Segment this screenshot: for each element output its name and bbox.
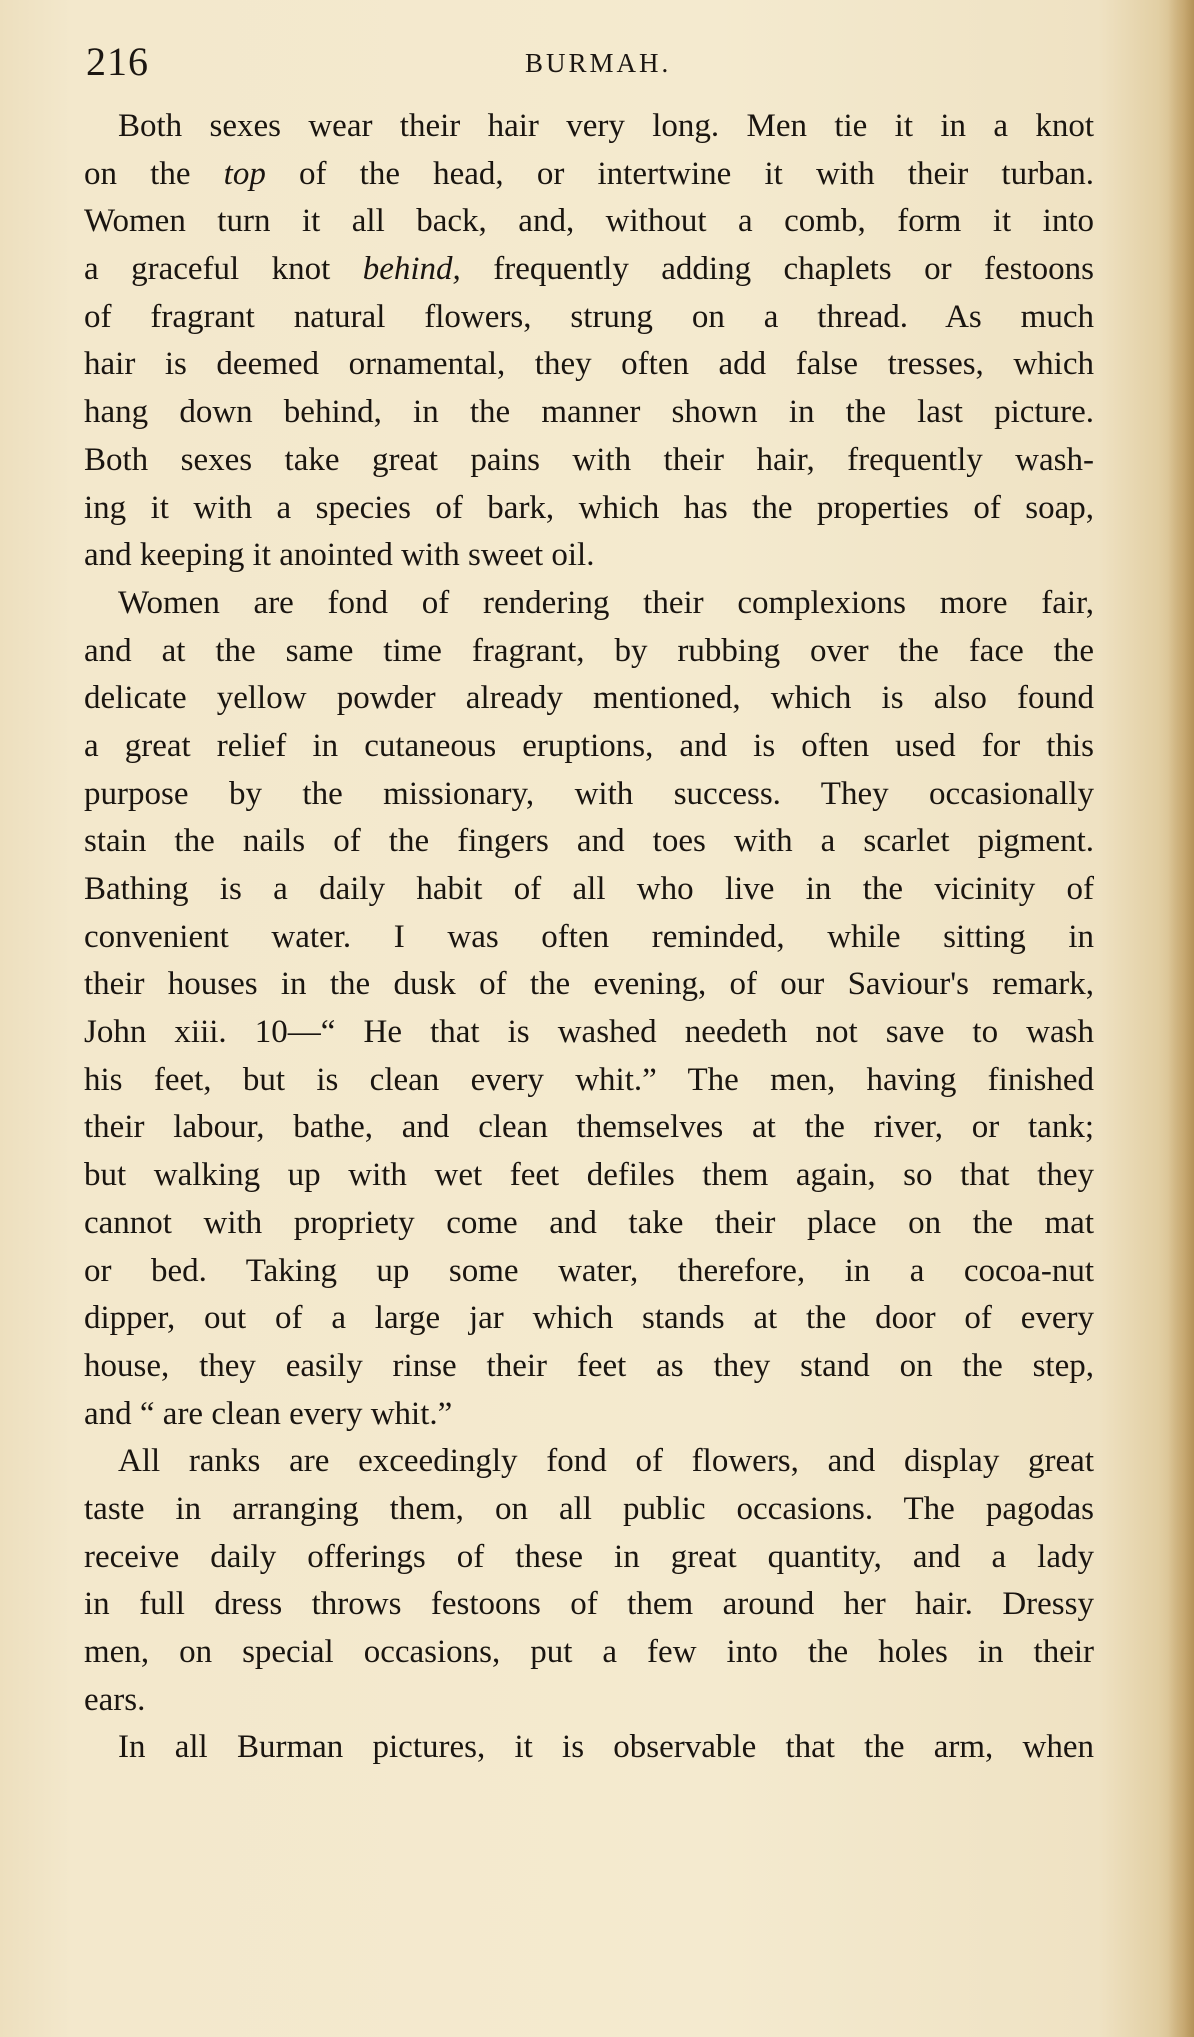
page-number: 216 bbox=[86, 39, 149, 84]
paragraph bbox=[84, 1438, 1094, 1724]
text-line: and keeping it anointed with sweet oil. bbox=[84, 537, 595, 574]
text-line: of fragrant natural flowers, strung on a thread. As much bbox=[84, 298, 1094, 335]
text-line: receive daily offerings of these in great quantity, and a lady bbox=[84, 1538, 1094, 1575]
text-line: convenient water. I was often reminded, while sitting in bbox=[84, 918, 1094, 955]
text-line: house, they easily rinse their feet as they stand on the step, bbox=[84, 1347, 1094, 1384]
text-line: Women are fond of rendering their complexions more fair, bbox=[118, 584, 1094, 621]
text-line: and at the same time fragrant, by rubbing over the face the bbox=[84, 632, 1094, 669]
page-header bbox=[0, 30, 1194, 90]
italic-word: top bbox=[223, 155, 266, 192]
text-line: Both sexes wear their hair very long. Men tie it in a knot bbox=[118, 108, 1094, 144]
text-line: In all Burman pictures, it is observable that the arm, when bbox=[118, 1729, 1094, 1766]
text-line: hair is deemed ornamental, they often add false tresses, which bbox=[84, 346, 1094, 383]
text-line: or bed. Taking up some water, therefore, in a cocoa-nut bbox=[84, 1252, 1094, 1289]
italic-word: behind, bbox=[362, 251, 461, 288]
paragraph bbox=[84, 580, 1094, 1438]
text-line: his feet, but is clean every whit.” The men, having finished bbox=[84, 1061, 1094, 1098]
text-line: a great relief in cutaneous eruptions, and is often used for this bbox=[84, 727, 1094, 764]
text-line: Both sexes take great pains with their hair, frequently wash- bbox=[84, 441, 1094, 478]
text-line: John xiii. 10—“ He that is washed needeth not save to wash bbox=[84, 1014, 1094, 1051]
text-line: men, on special occasions, put a few into the holes in their bbox=[84, 1634, 1094, 1670]
text-line: but walking up with wet feet defiles them again, so that they bbox=[84, 1157, 1094, 1194]
text-line: ing it with a species of bark, which has the properties of soap, bbox=[84, 489, 1094, 526]
paragraph bbox=[84, 1724, 1094, 1772]
text-line: Bathing is a daily habit of all who live in the vicinity of bbox=[84, 871, 1094, 907]
paragraph bbox=[84, 103, 1094, 580]
text-line: a graceful knot behind, frequently adding chaplets or festoons bbox=[84, 251, 1094, 288]
text-line: purpose by the missionary, with success. They occasionally bbox=[84, 775, 1094, 812]
text-line: delicate yellow powder already mentioned, which is also found bbox=[84, 680, 1094, 717]
text-line: taste in arranging them, on all public occasions. The pagodas bbox=[84, 1490, 1094, 1527]
text-line: and “ are clean every whit.” bbox=[84, 1395, 453, 1432]
body-text bbox=[84, 103, 1094, 1772]
text-line: hang down behind, in the manner shown in the last picture. bbox=[84, 394, 1094, 431]
text-line: stain the nails of the fingers and toes with a scarlet pigment. bbox=[84, 823, 1094, 860]
page-edge-stain bbox=[1168, 0, 1194, 2037]
text-line: Women turn it all back, and, without a comb, form it into bbox=[84, 203, 1094, 240]
text-line: dipper, out of a large jar which stands at the door of every bbox=[84, 1300, 1094, 1337]
text-line: their labour, bathe, and clean themselves at the river, or tank; bbox=[84, 1109, 1094, 1146]
running-head: BURMAH. bbox=[525, 48, 672, 78]
text-line: their houses in the dusk of the evening, of our Saviour's remark, bbox=[84, 966, 1094, 1003]
text-line: cannot with propriety come and take their place on the mat bbox=[84, 1204, 1094, 1241]
text-line: on the top of the head, or intertwine it with their turban. bbox=[84, 155, 1094, 192]
text-line: ears. bbox=[84, 1681, 146, 1718]
text-line: in full dress throws festoons of them around her hair. Dressy bbox=[84, 1586, 1094, 1623]
text-line: All ranks are exceedingly fond of flowers, and display great bbox=[118, 1443, 1094, 1480]
